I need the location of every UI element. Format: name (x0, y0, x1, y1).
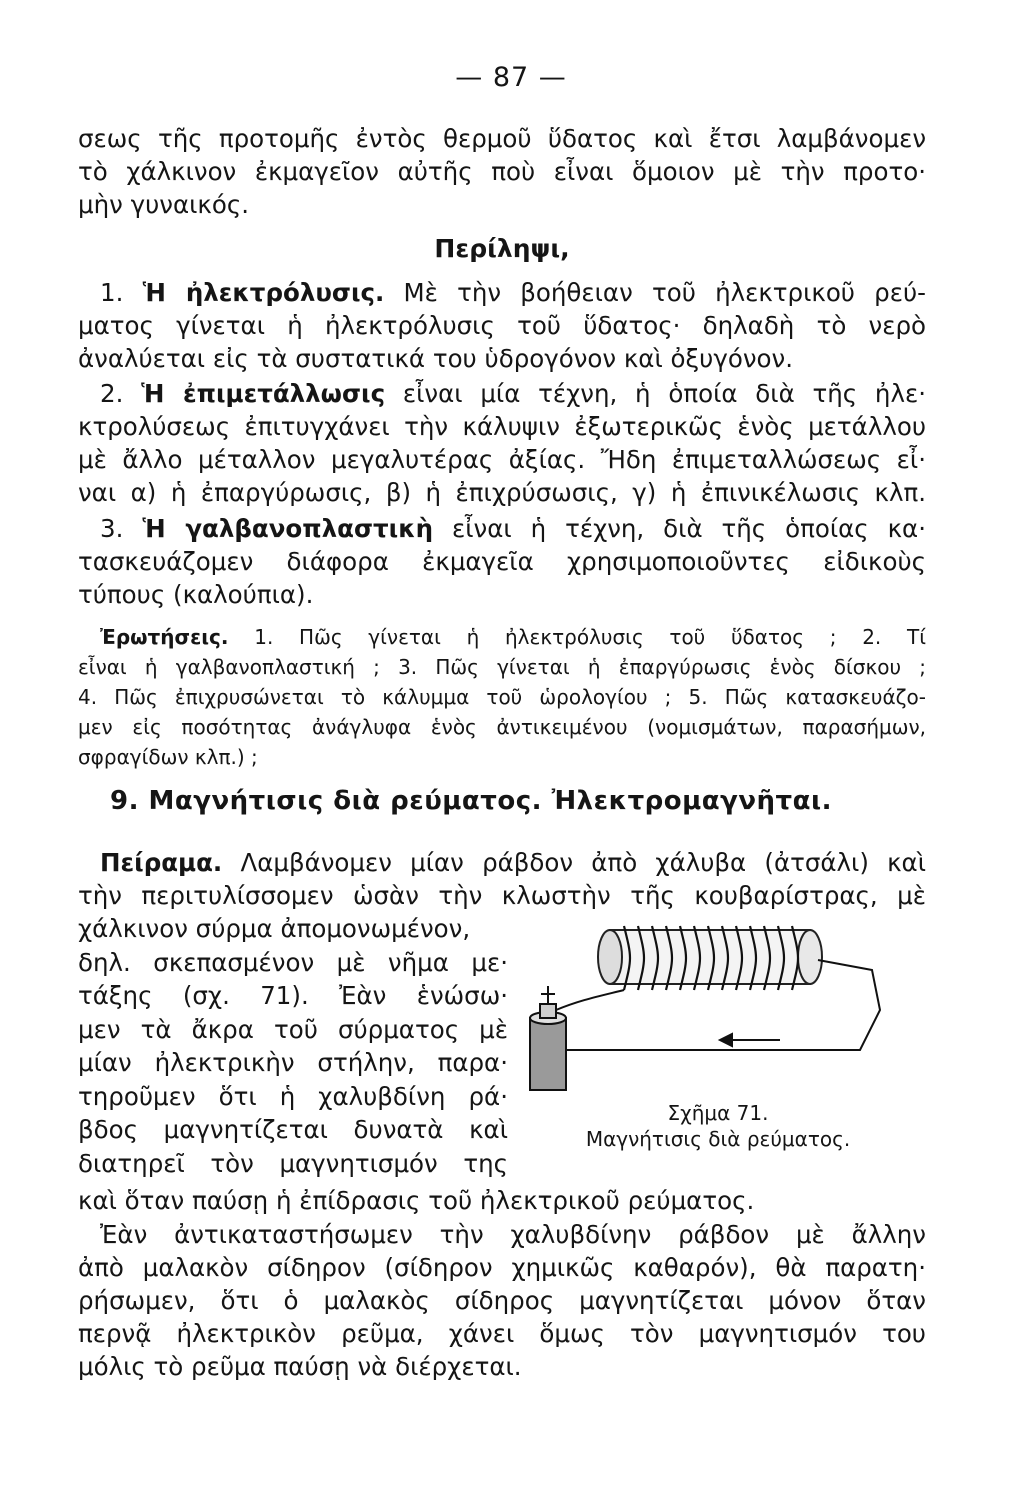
text-line: δηλ. σκεπασμένον μὲ νῆμα με· (78, 947, 508, 977)
text-line: χάλκινον σύρμα ἀπομονωμένον, (78, 914, 471, 943)
page-number: — 87 — (455, 62, 567, 93)
text-line: ἀπὸ μαλακὸν σίδηρον (σίδηρον χημικῶς καθαρόν), θὰ παρατη· (78, 1253, 926, 1282)
figure-number: Σχῆμα 71. (667, 1101, 769, 1125)
text-line: μὴν γυναικός. (78, 190, 249, 219)
text-line: τηροῦμεν ὅτι ἡ χαλυβδίνη ρά· (78, 1081, 508, 1111)
text-line: μὲ ἄλλο μέταλλον μεγαλυτέρας ἀξίας. Ἤδη ἐπιμεταλλώσεως εἶ· (78, 445, 926, 474)
text-line (78, 276, 926, 309)
current-arrow-icon (720, 1034, 780, 1046)
text-line: ρήσωμεν, ὅτι ὁ μαλακὸς σίδηρος μαγνητίζεται μόνον ὅταν (78, 1286, 926, 1315)
item-number: 3. (100, 514, 143, 543)
electromagnet-illustration (520, 900, 900, 1100)
experiment-closing (78, 1184, 926, 1217)
text-line: τύπους (καλούπια). (78, 580, 314, 609)
section-heading: 9. Μαγνήτισις διὰ ρεύματος. Ἠλεκτρομαγνῆται. (110, 786, 833, 816)
summary-item-3 (78, 512, 926, 611)
electromagnet-figure (520, 900, 900, 1100)
text-line: ματος γίνεται ἡ ἠλεκτρόλυσις τοῦ ὕδατος· δηλαδὴ τὸ νερὸ (78, 311, 926, 340)
questions-block (78, 622, 926, 772)
text-line: τὴν περιτυλίσσομεν ὡσὰν τὴν κλωστὴν τῆς κουβαρίστρας, μὲ (78, 881, 926, 910)
item-text: εἶναι μία τέχνη, ἡ ὁποία διὰ τῆς ἠλε· (385, 379, 926, 408)
item-number: 1. (100, 278, 143, 307)
summary-title: Περίληψι, (434, 234, 570, 263)
item-number: 2. (100, 379, 142, 408)
text-line: μίαν ἠλεκτρικὴν στήλην, παρα· (78, 1048, 508, 1077)
question-text: 1. Πῶς γίνεται ἡ ἠλεκτρόλυσις τοῦ ὕδατος ; 2. Τί (228, 625, 926, 649)
text-line: ἀναλύεται εἰς τὰ συστατικά του ὑδρογόνον καὶ ὀξυγόνον. (78, 344, 793, 373)
item-term: Ἡ ἐπιμετάλλωσις (141, 379, 386, 408)
text-line: ναι α) ἡ ἐπαργύρωσις, β) ἡ ἐπιχρύσωσις, γ) ἡ ἐπινικέλωσις κλπ. (78, 478, 926, 507)
battery-cell (530, 986, 566, 1090)
text-line: περνᾷ ἠλεκτρικὸν ρεῦμα, χάνει ὅμως τὸν μαγνητισμόν του (78, 1319, 926, 1348)
text-line: Ἐὰν ἀντικαταστήσωμεν τὴν χαλυβδίνην ράβδον μὲ ἄλλην (100, 1220, 926, 1249)
summary-item-2 (78, 377, 926, 509)
experiment-narrow-column (78, 912, 508, 1180)
text-line: μεν τὰ ἄκρα τοῦ σύρματος μὲ (78, 1014, 508, 1044)
item-text: εἶναι ἡ τέχνη, διὰ τῆς ὁποίας κα· (433, 514, 926, 543)
text-line: μόλις τὸ ρεῦμα παύσῃ νὰ διέρχεται. (78, 1352, 522, 1381)
figure-title: Μαγνήτισις διὰ ρεύματος. (585, 1127, 851, 1151)
text-line: εἶναι ἡ γαλβανοπλαστική ; 3. Πῶς γίνεται ἡ ἐπαργύρωσις ἑνὸς δίσκου ; (78, 655, 926, 679)
figure-caption (548, 1100, 888, 1152)
text-line: τὸ χάλκινον ἐκμαγεῖον αὐτῆς ποὺ εἶναι ὅμοιον μὲ τὴν προτο· (78, 157, 926, 186)
experiment-label: Πείραμα. (100, 848, 223, 877)
intro-paragraph (78, 122, 926, 221)
text-line: μεν εἰς ποσότητας ἀνάγλυφα ἑνὸς ἀντικειμένου (νομισμάτων, παρασήμων, (78, 715, 926, 739)
text-line: τασκευάζομεν διάφορα ἐκμαγεῖα χρησιμοποιοῦντες εἰδικοὺς (78, 547, 926, 576)
final-paragraph (78, 1218, 926, 1383)
text-line: σεως τῆς προτομῆς ἐντὸς θερμοῦ ὕδατος καὶ ἔτσι λαμβάνομεν (78, 124, 926, 153)
text-line: καὶ ὅταν παύσῃ ἡ ἐπίδρασις τοῦ ἠλεκτρικοῦ ρεύματος. (78, 1186, 755, 1215)
summary-item-1 (78, 276, 926, 375)
text-line: βδος μαγνητίζεται δυνατὰ καὶ (78, 1115, 508, 1144)
text-line: τάξης (σχ. 71). Ἐὰν ἑνώσω· (78, 981, 508, 1010)
text-line (78, 846, 926, 879)
item-term: Ἡ ἠλεκτρόλυσις. (142, 278, 385, 307)
text-line (78, 512, 926, 545)
questions-label: Ἐρωτήσεις. (100, 625, 229, 649)
item-term: Ἡ γαλβανοπλαστικὴ (142, 514, 434, 543)
experiment-text: Λαμβάνομεν μίαν ράβδον ἀπὸ χάλυβα (ἀτσάλι) καὶ (222, 848, 926, 877)
item-text: Μὲ τὴν βοήθειαν τοῦ ἠλεκτρικοῦ ρεύ- (384, 278, 926, 307)
text-line (78, 622, 926, 652)
text-line: κτρολύσεως ἐπιτυγχάνει τὴν κάλυψιν ἐξωτερικῶς ἑνὸς μετάλλου (78, 412, 926, 441)
text-line: διατηρεῖ τὸν μαγνητισμόν της (78, 1148, 508, 1178)
text-line (78, 377, 926, 410)
text-line: σφραγίδων κλπ.) ; (78, 745, 258, 769)
text-line: 4. Πῶς ἐπιχρυσώνεται τὸ κάλυμμα τοῦ ὡρολογίου ; 5. Πῶς κατασκευάζο- (78, 685, 926, 709)
